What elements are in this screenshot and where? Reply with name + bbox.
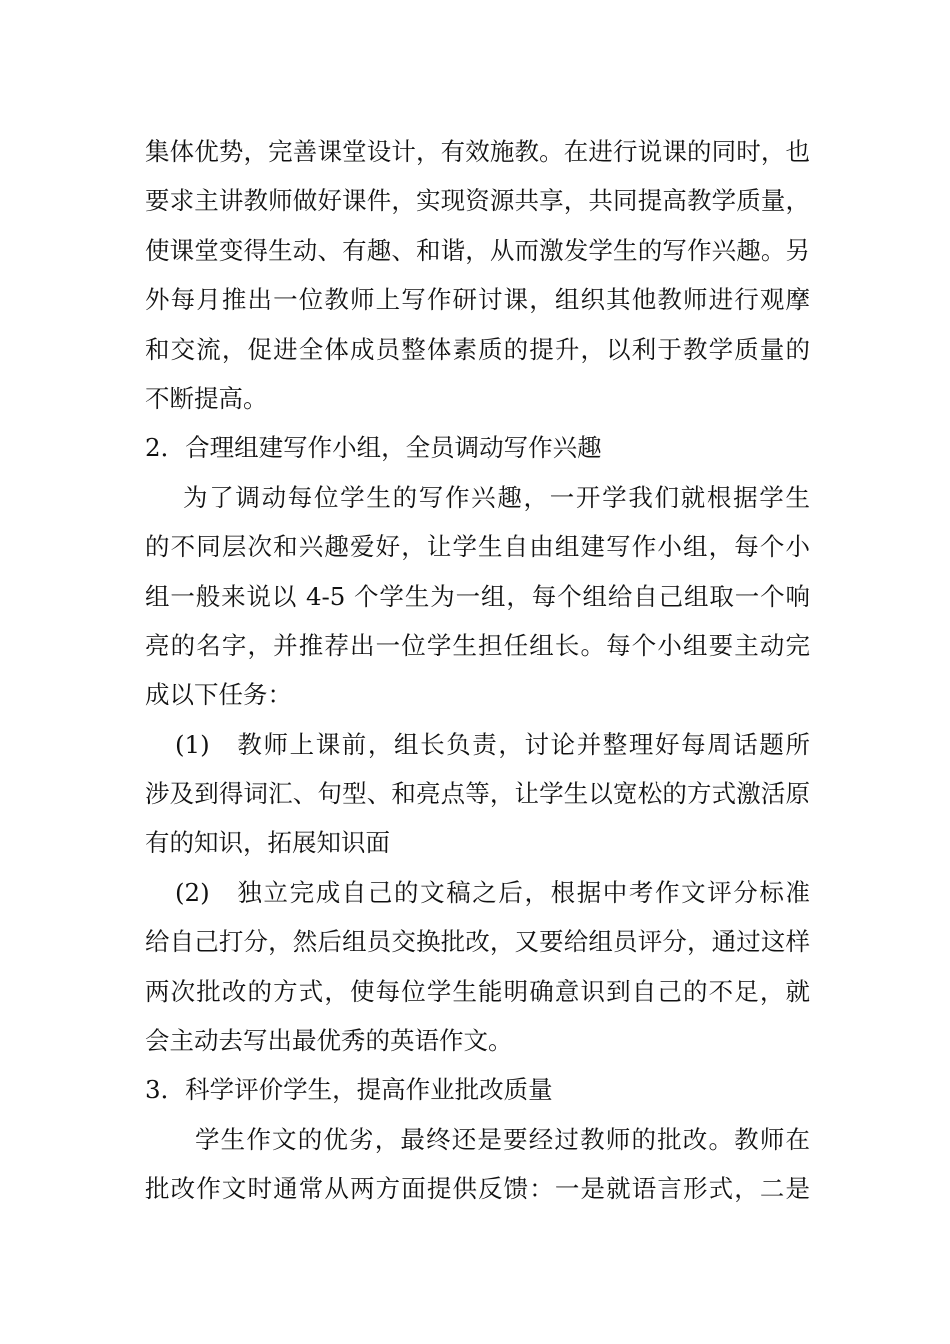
text-line: 为了调动每位学生的写作兴趣，一开学我们就根据学生 [183, 482, 810, 512]
text-line: 涉及到得词汇、句型、和亮点等，让学生以宽松的方式激活原 [145, 779, 810, 809]
text-line: 使课堂变得生动、有趣、和谐，从而激发学生的写作兴趣。另 [145, 235, 810, 265]
text-line: 有的知识，拓展知识面 [145, 828, 390, 858]
text-line: 要求主讲教师做好课件，实现资源共享，共同提高教学质量， [145, 186, 810, 216]
document-body [145, 127, 810, 1214]
text-line: 会主动去写出最优秀的英语作文。 [145, 1026, 513, 1056]
text-line: 亮的名字，并推荐出一位学生担任组长。每个小组要主动完 [145, 630, 810, 660]
text-line: 给自己打分，然后组员交换批改，又要给组员评分，通过这样 [145, 927, 810, 957]
text-line: 两次批改的方式，使每位学生能明确意识到自己的不足，就 [145, 976, 810, 1006]
list-item: (1) 教师上课前，组长负责，讨论并整理好每周话题所 [175, 729, 810, 759]
text-line: 不断提高。 [145, 383, 268, 413]
text-line: 成以下任务： [145, 680, 292, 710]
text-line: 组一般来说以 4-5 个学生为一组，每个组给自己组取一个响 [145, 581, 810, 611]
text-line: 和交流，促进全体成员整体素质的提升，以利于教学质量的 [145, 334, 810, 364]
section-heading: 3．科学评价学生，提高作业批改质量 [145, 1075, 553, 1105]
text-line: 的不同层次和兴趣爱好，让学生自由组建写作小组，每个小 [145, 532, 810, 562]
text-line: 集体优势，完善课堂设计，有效施教。在进行说课的同时，也 [145, 137, 810, 166]
text-line: 批改作文时通常从两方面提供反馈：一是就语言形式，二是 [145, 1174, 810, 1204]
text-line: 外每月推出一位教师上写作研讨课，组织其他教师进行观摩 [145, 285, 810, 315]
text-line: 学生作文的优劣，最终还是要经过教师的批改。教师在 [195, 1124, 810, 1154]
section-heading: 2．合理组建写作小组，全员调动写作兴趣 [145, 433, 602, 463]
list-item: (2) 独立完成自己的文稿之后，根据中考作文评分标准 [175, 877, 810, 907]
